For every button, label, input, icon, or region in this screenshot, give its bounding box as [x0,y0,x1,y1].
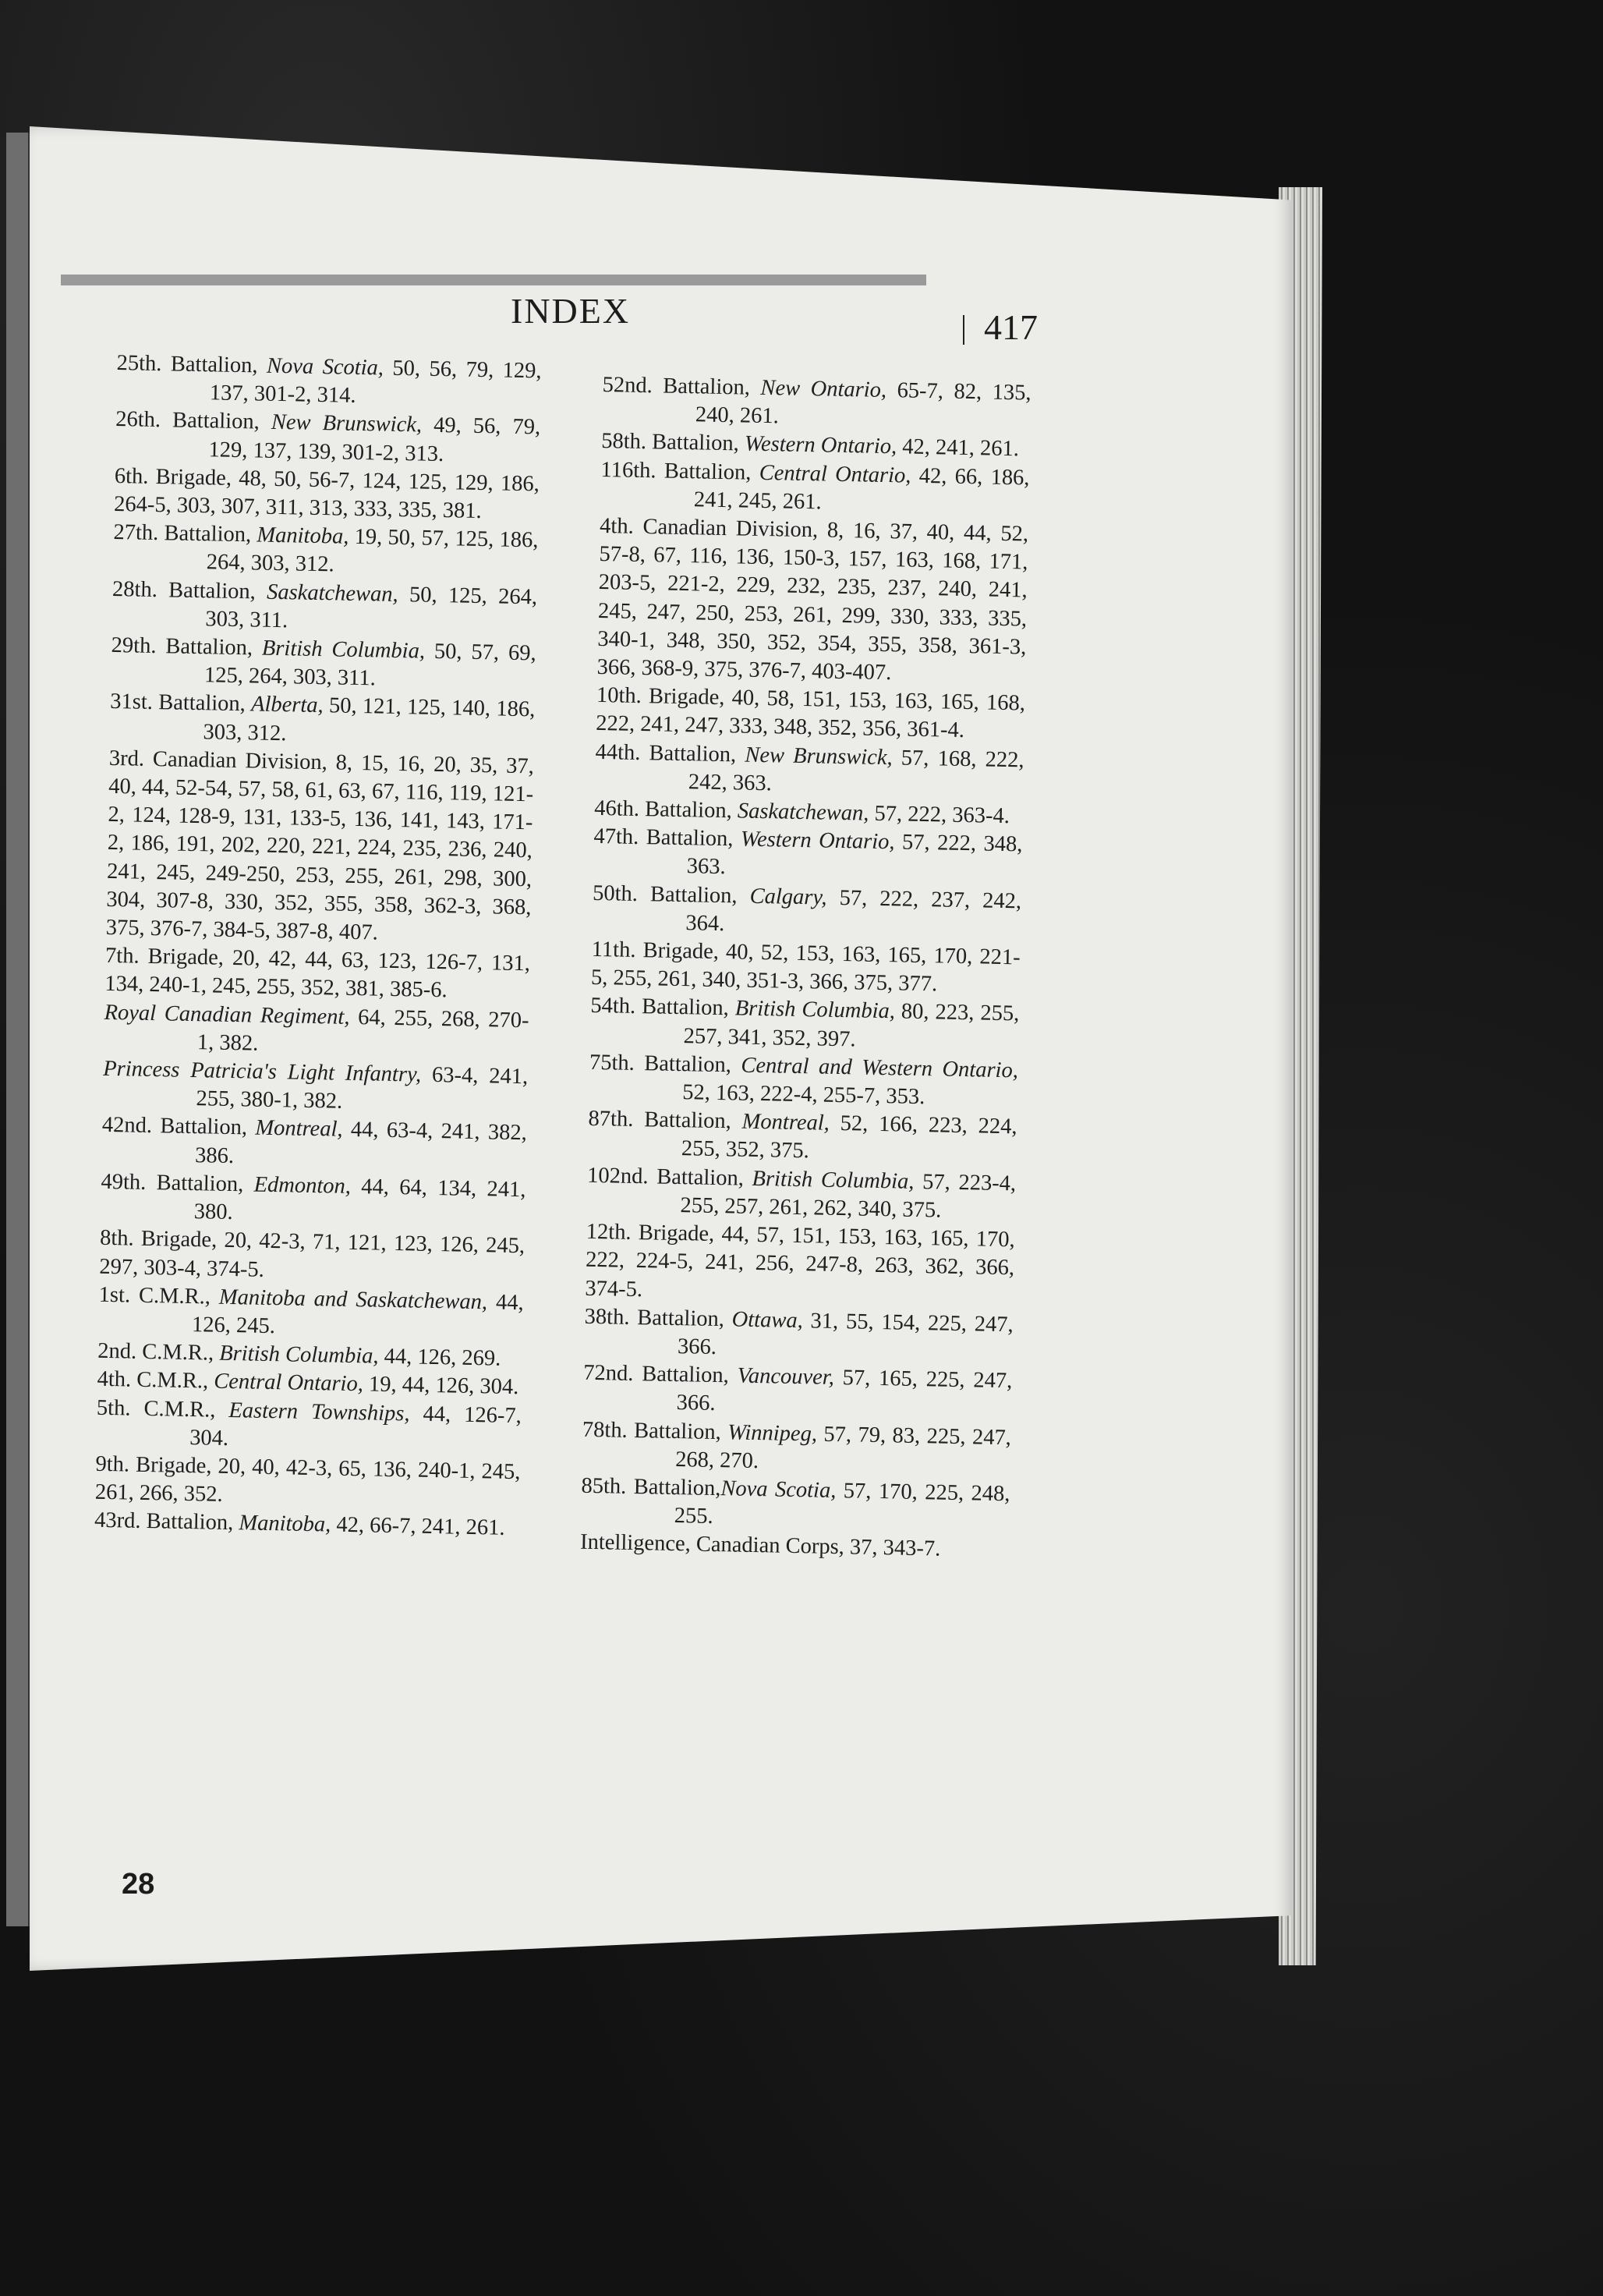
signature-mark: 28 [122,1868,155,1901]
entry-pages: 63-4, 241, 255, 380-1, 382. [196,1062,529,1114]
index-entry [600,456,1030,521]
entry-text: Battalion, [637,881,750,909]
entry-pages: 52, 166, 223, 224, 255, 352, 375. [681,1111,1017,1164]
entry-text: Brigade, 20, 40, 42-3, 65, 136, 240-1, 245, 261, 266, 352. [94,1452,521,1507]
entry-text: Battalion, [626,1474,721,1501]
entry-number: 85th. [581,1473,627,1499]
index-entry [100,1168,525,1233]
entry-number: 8th. [99,1226,134,1251]
entry-number: 116th. [600,457,656,483]
entry-text: Battalion, [633,1362,738,1388]
index-entry [116,349,542,414]
index-entry [595,739,1024,803]
entry-pages: 44, 63-4, 241, 382, 386. [194,1118,528,1168]
entry-place: Central Ontario, [213,1369,364,1397]
entry-place: New Brunswick, [271,410,423,438]
entry-number: 31st. [110,689,154,715]
entry-number: 72nd. [583,1360,634,1387]
entry-text: Battalion, [151,1114,256,1141]
index-entry [591,936,1021,1001]
index-entry [98,1281,524,1345]
entry-text: Battalion, [627,1418,728,1444]
entry-number: 47th. [593,824,639,850]
entry-place: Alberta, [250,692,324,718]
entry-number: 3rd. [108,746,145,771]
entry-place: Ottawa, [731,1307,804,1333]
index-entry [581,1472,1010,1537]
entry-number: 87th. [588,1107,634,1132]
entry-place: Manitoba and Saskatchewan, [218,1284,488,1315]
entry-number: 43rd. [94,1508,141,1534]
index-entry [588,1105,1017,1170]
entry-text: C.M.R., [136,1339,220,1366]
entry-place: Calgary, [749,884,827,910]
entry-text: Intelligence, Canadian Corps, 37, 343-7. [579,1530,941,1561]
entry-number: 29th. [111,632,157,659]
entry-place: Western Ontario, [744,431,897,459]
entry-number: 12th. [586,1219,632,1245]
page-number: 417 [984,307,1038,347]
entry-pages: 19, 50, 57, 125, 186, 264, 303, 312. [206,524,539,577]
entry-place: Vancouver, [737,1363,835,1391]
entry-pages: 50, 57, 69, 125, 264, 303, 311. [203,639,536,691]
entry-number: 1st. [98,1282,131,1308]
entry-text: Brigade, 44, 57, 151, 153, 163, 165, 170, 222, 224-5, 241, 256, 247-8, 263, 362, 366, 374-5. [585,1221,1016,1302]
entry-text: Brigade, 40, 58, 151, 153, 163, 165, 168, 222, 241, 247, 333, 348, 352, 356, 361-4. [596,684,1026,743]
entry-place: Manitoba, [257,523,349,549]
entry-text: C.M.R., [130,1367,214,1394]
entry-place: Manitoba, [239,1511,331,1537]
entry-pages: 49, 56, 79, 129, 137, 139, 301-2, 313. [208,413,541,466]
entry-text: Battalion, [634,1051,741,1078]
index-entry [596,682,1025,746]
index-entry [582,1359,1012,1424]
index-entry [105,745,534,951]
entry-text: Battalion, [652,374,761,400]
entry-number: 58th. [600,429,647,455]
entry-number: 102nd. [586,1163,649,1189]
entry-pages: 31, 55, 154, 225, 247, 366. [677,1308,1014,1359]
entry-place: Montreal, [741,1109,830,1136]
entry-pages: 57, 79, 83, 225, 247, 268, 270. [674,1422,1012,1473]
entry-number: 78th. [582,1417,628,1443]
index-column-left [94,349,542,1543]
entry-pages: 57, 170, 225, 248, 255. [674,1478,1010,1529]
entry-text: Battalion, [639,797,738,824]
entry-text: Battalion, [152,690,252,717]
entry-number: 46th. [593,795,640,822]
entry-pages: 44, 126-7, 304. [189,1401,522,1451]
entry-pages: 42, 66-7, 241, 261. [331,1512,505,1541]
entry-pages: 57, 222, 348, 363. [686,830,1023,880]
index-entry [111,632,536,696]
entry-number: 52nd. [602,372,653,399]
entry-pages: 44, 64, 134, 241, 380. [193,1174,526,1225]
entry-place: New Brunswick, [745,742,893,770]
entry-text: Battalion, [157,577,267,604]
entry-pages: 57, 222, 237, 242, 364. [685,885,1022,936]
entry-text: Battalion, [648,1164,752,1191]
entry-text: Battalion, [156,634,263,661]
entry-text: C.M.R., [129,1283,220,1309]
header-divider [963,315,964,345]
entry-number: 42nd. [101,1113,153,1139]
entry-pages: 80, 223, 255, 257, 341, 352, 397. [683,999,1020,1052]
entry-number: 27th. [113,520,159,546]
index-entry [104,999,529,1064]
entry-place: Saskatchewan, [737,799,869,826]
index-entry [585,1218,1015,1311]
entry-pages: 44, 126, 245. [191,1290,524,1339]
entry-place: Royal Canadian Regiment, [104,1000,350,1029]
entry-number: 10th. [596,683,642,709]
entry-place: British Columbia, [261,636,426,664]
entry-place: Nova Scotia, [266,353,384,381]
entry-place: British Columbia, [752,1166,915,1194]
entry-number: 26th. [115,407,161,433]
entry-pages: 50, 125, 264, 303, 311. [205,582,538,633]
entry-pages: 57, 165, 225, 247, 366. [676,1366,1013,1416]
entry-place: Winnipeg, [727,1419,818,1447]
entry-pages: 19, 44, 126, 304. [363,1372,519,1400]
entry-text: Battalion, [161,352,267,378]
entry-text: C.M.R., [130,1396,229,1423]
entry-number: 38th. [584,1304,630,1330]
entry-place: British Columbia, [734,996,896,1024]
entry-place: Nova Scotia, [720,1476,837,1503]
entry-text: Battalion, [646,430,745,456]
page-title: INDEX [511,291,631,331]
entry-pages: 57, 168, 222, 242, 363. [688,745,1024,796]
index-entry [112,519,538,583]
entry-number: 4th. [97,1367,132,1392]
entry-number: 44th. [595,739,641,765]
index-entry [582,1416,1011,1480]
index-entry [96,1394,522,1458]
entry-pages: 52, 163, 222-4, 255-7, 353. [681,1080,925,1110]
entry-number: 49th. [101,1169,147,1195]
entry-number: 6th. [114,463,149,489]
entry-place: Eastern Townships, [228,1398,410,1426]
index-entry [589,1049,1018,1114]
index-entry [586,1162,1016,1227]
entry-number: 4th. [599,513,635,539]
entry-number: 2nd. [97,1338,137,1364]
entry-number: 50th. [592,880,639,906]
index-entry [115,406,540,470]
entry-number: 54th. [590,994,636,1019]
entry-pages: 50, 121, 125, 140, 186, 303, 312. [203,693,536,746]
entry-number: 5th. [96,1395,131,1421]
index-entry [102,1055,528,1120]
entry-text: Brigade, 40, 52, 153, 163, 165, 170, 221-5, 255, 261, 340, 351-3, 366, 375, 377. [590,938,1021,997]
entry-number: 75th. [589,1050,635,1075]
entry-place: New Ontario, [760,375,887,402]
entry-place: Montreal, [255,1116,343,1143]
entry-pages: 42, 66, 186, 241, 245, 261. [693,463,1030,515]
index-entry [592,880,1021,944]
entry-text: Battalion, [639,825,741,852]
entry-text: Battalion, [157,521,257,547]
entry-number: 25th. [116,350,162,377]
entry-pages: 57, 222, 363-4. [869,801,1010,829]
page-top-edge [61,275,926,285]
entry-text: Canadian Division, 8, 16, 37, 40, 44, 52, 57-8, 67, 116, 136, 150-3, 157, 163, 168, 171, 203-5, 221-2, 229, 232, 235, 237, 240, 241, 245, 247, 250, 253, 261, 299, 330, 333, 335, 340-1, 348, 350, 352, 354, 355, 358, 361-3, 366, 368-9, 375, 376-7, 403-407. [596,514,1029,686]
index-entry [593,823,1022,888]
entry-place: Princess Patricia's Light Infantry, [102,1056,422,1087]
entry-text: Battalion, [160,408,272,435]
entry-place: Edmonton, [253,1172,352,1199]
entry-text: Brigade, 20, 42-3, 71, 121, 123, 126, 245, 297, 303-4, 374-5. [99,1226,525,1282]
previous-page-edge [6,133,30,1926]
entry-text: Battalion, [640,740,745,767]
index-entry [584,1302,1014,1367]
entry-text: Battalion, [629,1305,733,1332]
entry-pages: 50, 56, 79, 129, 137, 301-2, 314. [209,356,542,409]
entry-pages: 64, 255, 268, 270-1, 382. [196,1004,529,1056]
entry-text: Battalion, [145,1170,254,1197]
index-entry [109,688,535,753]
entry-place: Saskatchewan, [266,579,398,607]
entry-text: Battalion, [635,994,736,1021]
entry-pages: 44, 126, 269. [378,1344,501,1371]
index-entry [589,992,1019,1057]
entry-text: Brigade, 20, 42, 44, 63, 123, 126-7, 131, 134, 240-1, 245, 255, 352, 381, 385-6. [104,944,531,1003]
entry-number: 7th. [104,944,140,969]
entry-pages: 57, 223-4, 255, 257, 261, 262, 340, 375. [680,1169,1017,1223]
entry-place: British Columbia, [219,1341,379,1369]
index-entry [596,512,1028,690]
index-entry [101,1111,527,1176]
index-entry [111,576,537,640]
entry-pages: 42, 241, 261. [896,434,1020,462]
index-entry [104,942,530,1007]
entry-place: Central Ontario, [759,460,911,488]
entry-number: 28th. [111,576,158,602]
index-entry [114,462,540,527]
index-entry [602,371,1032,436]
entry-place: Central and Western Ontario, [741,1053,1019,1083]
index-entry [95,1451,521,1515]
entry-text: Brigade, 48, 50, 56-7, 124, 125, 129, 186, 264-5, 303, 307, 311, 313, 333, 335, 381. [113,464,540,524]
entry-place: Western Ontario, [740,827,895,855]
entry-number: 9th. [95,1451,130,1477]
entry-text: Battalion, [656,458,760,485]
entry-pages: 65-7, 82, 135, 240, 261. [695,377,1032,429]
entry-text: Battalion, [633,1107,742,1134]
entry-text: Battalion, [140,1509,239,1536]
entry-number: 11th. [591,937,636,963]
index-entry [99,1224,525,1289]
entry-text: Canadian Division, 8, 15, 16, 20, 35, 37, 40, 44, 52-54, 57, 58, 61, 63, 67, 116, 119, 121-2, 124, 128-9, 131, 133-5, 136, 141, 143, 171-2, 186, 191, 202, 220, 221, 224, 235, 236, 240, 241, 245, 249-250, 253, 255, 261, 298, 300, 304, 307-8, 330, 352, 355, 358, 362-3, 368, 375, 376-7, 384-5, 387-8, 407. [105,746,535,945]
index-column-right [580,371,1032,1565]
